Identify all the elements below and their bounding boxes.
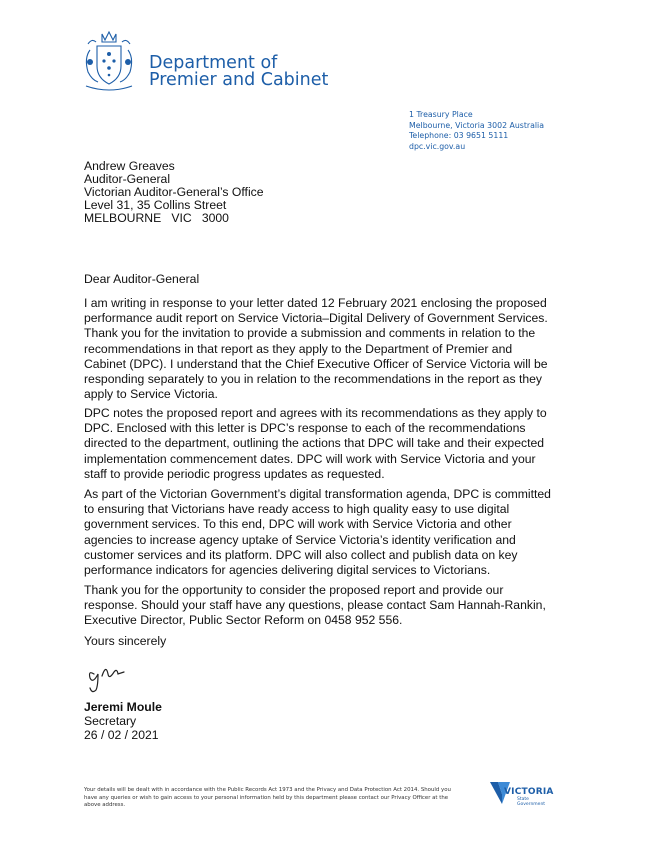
department-name-line2: Premier and Cabinet [149,70,329,90]
signer-block [84,700,162,743]
salutation: Dear Auditor-General [84,272,200,286]
address-telephone: Telephone: 03 9651 5111 [409,131,509,140]
signer-date: 26 / 02 / 2021 [84,728,159,743]
recipient-block [84,160,264,225]
victoria-state-government-logo [490,778,554,810]
recipient-organisation: Victorian Auditor-General’s Office [84,185,264,200]
logo-wordmark: VICTORIA [504,787,554,797]
recipient-title: Auditor-General [84,172,171,187]
body-paragraph-3: As part of the Victorian Government’s digital transformation agenda, DPC is committed to ensuring that Victorians have ready access to high quality easy to use digital government services. To this end, DPC will work with Service Victoria and other agencies to increase agency uptake of Service Victoria’s identity verification and customer services and its platform. DPC will also collect and publish data on key performance indicators for agencies delivering digital services to Victorians. [84,487,551,578]
logo-subtitle [517,797,545,807]
department-name-line1: Department of [149,53,278,73]
body-paragraph-4: Thank you for the opportunity to consider the proposed report and provide our response. Should your staff have any questions, please contact Sam Hannah-Rankin, Executive Director, Public Sector Reform on 0458 952 556. [84,583,546,628]
body-paragraph-2: DPC notes the proposed report and agrees with its recommendations as they apply to DPC. Enclosed with this letter is DPC’s response to each of the recommendations directed to the department, outlining the actions that DPC will take and their expected implementation commencement dates. DPC will work with Service Victoria and your staff to provide periodic progress updates as requested. [84,406,547,481]
address-street: 1 Treasury Place [409,110,473,119]
signer-title: Secretary [84,714,137,729]
handwritten-signature [84,660,140,694]
signer-name: Jeremi Moule [84,700,162,714]
department-name [149,55,328,89]
closing: Yours sincerely [84,634,167,648]
recipient-city: MELBOURNE VIC 3000 [84,211,229,226]
logo-subtitle-line1: State [517,797,529,802]
coat-of-arms-icon [80,28,138,92]
recipient-name: Andrew Greaves [84,159,175,173]
address-website: dpc.vic.gov.au [409,141,466,151]
body-paragraph-1: I am writing in response to your letter dated 12 February 2021 enclosing the proposed performance audit report on Service Victoria–Digital Delivery of Government Services. Thank you for the invitation to provide a submission and comments in relation to the recommendations in that report as they apply to the Department of Premier and Cabinet (DPC). I understand that the Chief Executive Officer of Service Victoria will be responding separately to you in relation to the recommendations in the report as they apply to Service Victoria. [84,296,548,402]
logo-subtitle-line2: Government [517,802,546,807]
privacy-footer-note: Your details will be dealt with in accordance with the Public Records Act 1973 and the Privacy and Data Protection Act 2014. Should you have any queries or wish to gain access to your personal information held by this department please contact our Privacy Officer at the above address. [84,787,451,808]
recipient-street: Level 31, 35 Collins Street [84,198,227,213]
sender-address [409,110,544,152]
address-city: Melbourne, Victoria 3002 Australia [409,120,544,130]
